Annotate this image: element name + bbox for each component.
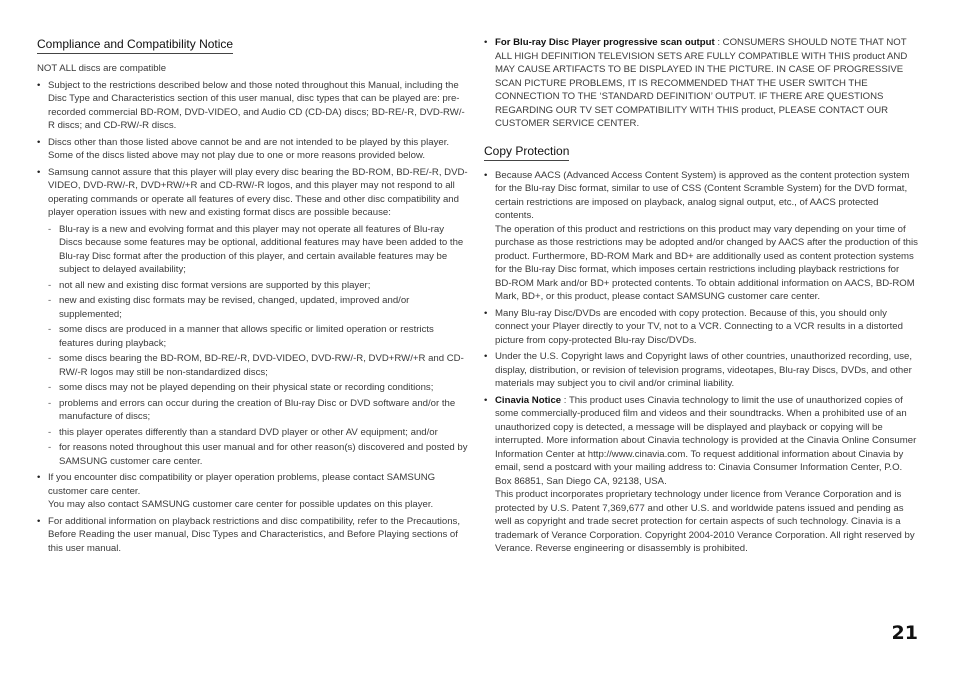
copyright-bullet: • Under the U.S. Copyright laws and Copyright laws of other countries, unauthorized recording, use, display, distribution, or revision of television programs, videotapes, Blu-ray Discs, DVDs, and other materials may subject you to civil and/or criminal liability. [484, 350, 918, 391]
copy-protection-heading: Copy Protection [484, 143, 569, 161]
reason-item-5: - some discs bearing the BD-ROM, BD-RE/-R, DVD-VIDEO, DVD-RW/-R, DVD+RW/+R and CD-RW/-R logos may still be non-standardized discs; [48, 352, 470, 379]
reason-item-4: - some discs are produced in a manner that allows specific or limited operation or restricts features during playback; [48, 323, 470, 350]
compliance-list [37, 79, 470, 556]
cinavia-bullet [484, 394, 918, 556]
reason-item-9: - for reasons noted throughout this user manual and for other reason(s) discovered and posted by SAMSUNG customer care center. [48, 441, 470, 468]
compliance-bullet-4-extra: You may also contact SAMSUNG customer care center for possible updates on this player. [48, 499, 434, 510]
copy-protection-list [484, 169, 918, 556]
copy-protection-section [484, 143, 918, 556]
reason-item-3: - new and existing disc formats may be revised, changed, updated, improved and/or supplemented; [48, 294, 470, 321]
cinavia-text-1: : This product uses Cinavia technology to limit the use of unauthorized copies of some commercially-produced film and videos and their soundtracks. When a prohibited use of an unauthorized copy is detected, a message will be displayed and playback or copying will be interrupted. More information about Cinavia technology is provided at the Cinavia Online Consumer Information Center at http://www.cinavia.com. To request additional information about Cinavia by email, send a postcard with your mailing address to: Cinavia Consumer Information Center, P.O. Box 86851, San Diego CA, 92138, USA. [495, 394, 917, 487]
scan-notice-text: : CONSUMERS SHOULD NOTE THAT NOT ALL HIGH DEFINITION TELEVISION SETS ARE FULLY COMPATIBLE WITH THIS product AND MAY CAUSE ARTIFACTS TO BE DISPLAYED IN THE PICTURE. IN CASE OF PROGRESSIVE SCAN PICTURE PROBLEMS, IT IS RECOMMENDED THAT THE USER SWITCH THE CONNECTION TO THE ‘STANDARD DEFINITION’ OUTPUT. IF THERE ARE QUESTIONS REGARDING OUR TV SET COMPATIBILITY WITH THIS product, PLEASE CONTACT OUR CUSTOMER SERVICE CENTER. [495, 37, 908, 129]
compliance-heading: Compliance and Compatibility Notice [37, 36, 233, 54]
cinavia-label: Cinavia Notice [495, 394, 562, 406]
aacs-text-1: • Because AACS (Advanced Access Content System) is approved as the content protection system for the Blu-ray Disc format, similar to use of CSS (Content Scramble System) for the DVD format, certain restrictions are imposed on playback, analog signal output, etc., of AACS protected contents. [495, 169, 910, 221]
scan-notice [484, 36, 918, 131]
scan-notice-label: For Blu-ray Disc Player progressive scan output [495, 37, 715, 48]
compliance-intro: NOT ALL discs are compatible [37, 63, 167, 74]
macrovision-bullet: • Many Blu-ray Disc/DVDs are encoded with copy protection. Because of this, you should only connect your Player directly to your TV, not to a VCR. Connecting to a VCR results in a distorted picture from copy-protected Blu-ray Disc/DVDs. [484, 307, 918, 348]
scan-notice-list [484, 36, 918, 131]
reason-item-7: - problems and errors can occur during the creation of Blu-ray Disc or DVD software and/or the manufacture of discs; [48, 397, 470, 424]
reason-item-8: - this player operates differently than a standard DVD player or other AV equipment; and/or [48, 426, 470, 440]
compliance-reasons-list [48, 223, 470, 469]
aacs-text-2: The operation of this product and restrictions on this product may vary depending on your time of purchase as those restrictions may be adopted and/or changed by AACS after the production of this product. Furthermore, BD-ROM Mark and BD+ are additionally used as content protection systems for the Blu-ray Disc format, which imposes certain restrictions including playback restrictions for BD-ROM Mark and/or BD+ protected contents. To obtain additional information on AACS, BD-ROM Mark, BD+, or this product, please contact SAMSUNG customer care center. [495, 223, 918, 302]
cinavia-text-2: This product incorporates proprietary technology under licence from Verance Corporation and is protected by U.S. Patent 7,369,677 and other U.S. and worldwide patens issued and pending as well as copyright and trade secret protection for certain aspects of such technology. Cinavia is a trademark of Verance Corporation. Copyright 2004-2010 Verance Corporation. All right reserved by Verance. Reverse engineering or disassembly is prohibited. [495, 489, 915, 554]
aacs-bullet [484, 169, 918, 304]
compliance-bullet-2: • Discs other than those listed above cannot be and are not intended to be played by this player. Some of the discs listed above may not play due to one or more reasons provided below. [37, 136, 470, 163]
compliance-bullet-3-text: Samsung cannot assure that this player will play every disc bearing the BD-ROM, BD-RE/-R, DVD-VIDEO, DVD-RW/-R, DVD+RW/+R and CD-RW/-R logos, and this player may not respond to all operating commands or operate all features of every disc. These and other disc compatibility and player operation issues with new and existing format discs are possible because: [48, 166, 468, 218]
reason-item-6: - some discs may not be played depending on their physical state or recording conditions; [48, 381, 470, 395]
reason-item-2: - not all new and existing disc format versions are supported by this player; [48, 279, 470, 293]
reason-item-1: - Blu-ray is a new and evolving format and this player may not operate all features of Blu-ray Discs because some features may be optional, additional features may have been added to the Blu-ray Disc format after the production of this player, and certain available features may be subject to delayed availability; [48, 223, 470, 277]
left-column [37, 36, 470, 558]
compliance-bullet-4 [37, 471, 470, 512]
page-number: 21 [891, 622, 918, 644]
compliance-bullet-3 [37, 166, 470, 469]
right-column [484, 36, 918, 559]
compliance-bullet-4-main: • If you encounter disc compatibility or player operation problems, please contact SAMSUNG customer care center. [48, 472, 436, 497]
compliance-bullet-5: • For additional information on playback restrictions and disc compatibility, refer to the Precautions, Before Reading the user manual, Disc Types and Characteristics, and Before Playing sections of this user manual. [37, 515, 470, 556]
compliance-bullet-1: • Subject to the restrictions described below and those noted throughout this Manual, including the Disc Type and Characteristics section of this user manual, disc types that can be played are: pre-recorded commercial BD-ROM, DVD-VIDEO, and Audio CD (CD-DA) discs; BD-RE/-R, DVD-RW/-R discs; and CD-RW/-R discs. [37, 79, 470, 133]
